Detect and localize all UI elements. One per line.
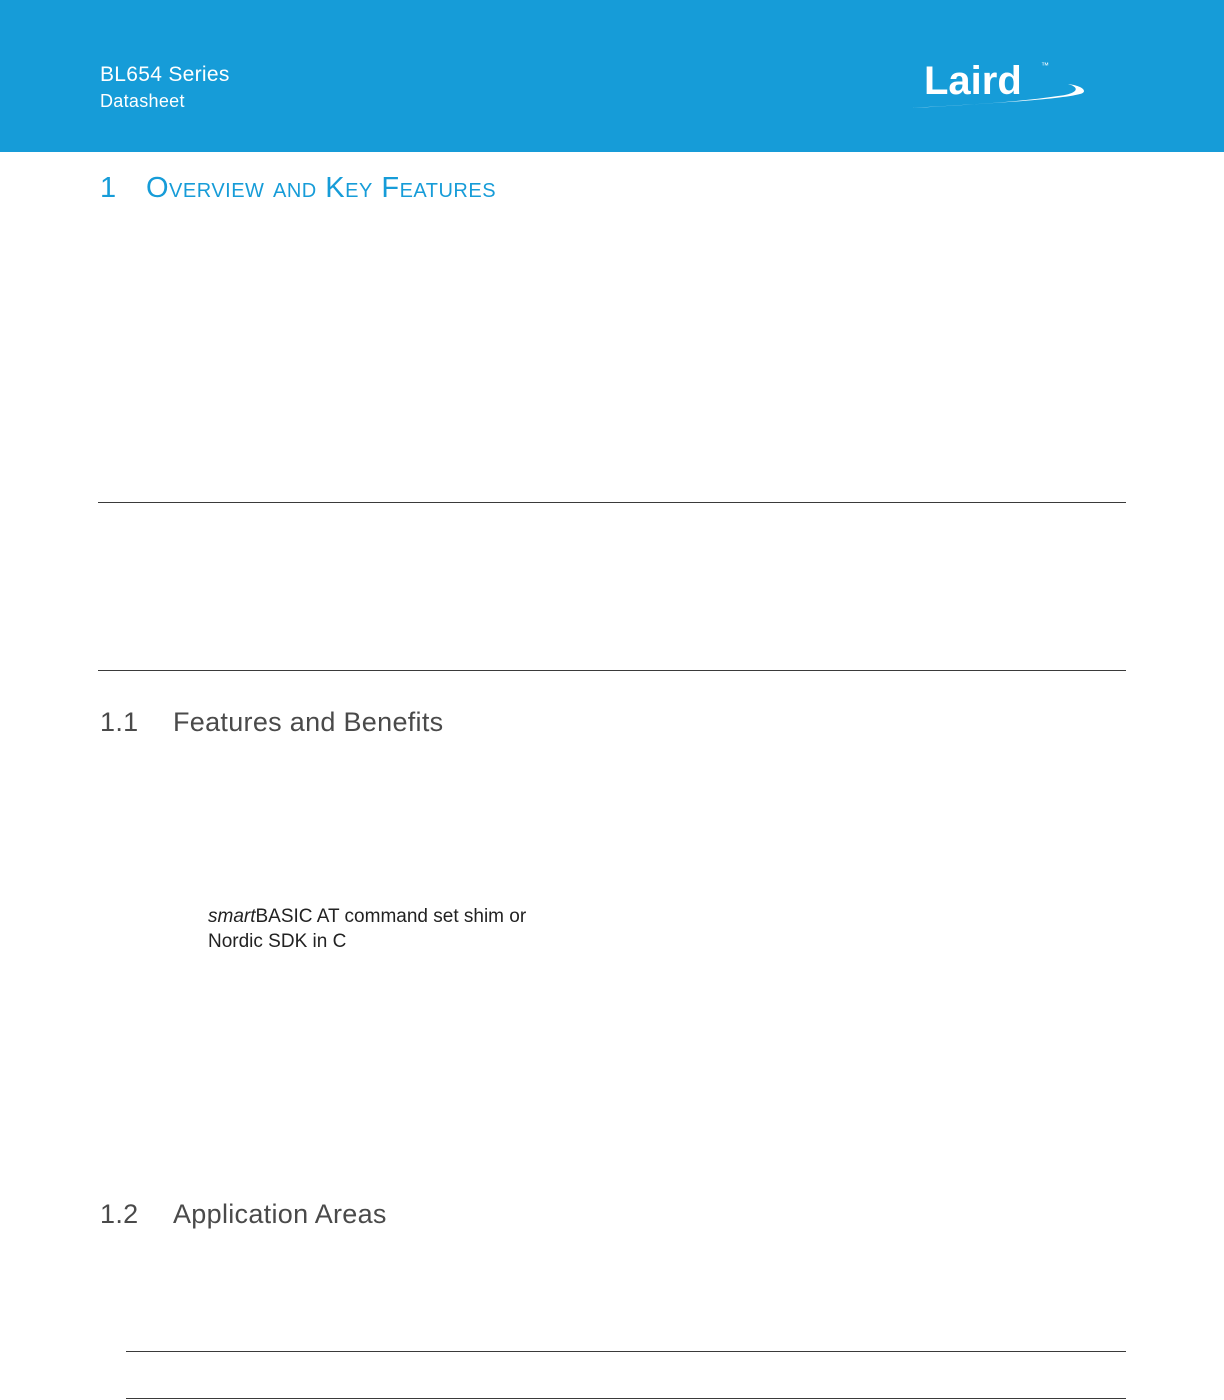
svg-text:Laird: Laird [924, 59, 1022, 103]
table-divider-bottom [98, 670, 1126, 671]
subsection-title: Features and Benefits [173, 707, 444, 737]
document-series-title: BL654 Series [100, 63, 230, 86]
feature-line2-text: Nordic SDK in C [208, 931, 347, 952]
subsection-number: 1.2 [100, 1199, 139, 1229]
feature-item-programming-options [208, 904, 526, 954]
subsection-number: 1.1 [100, 707, 139, 737]
application-table-divider-top [126, 1351, 1126, 1352]
subsection-title: Application Areas [173, 1199, 387, 1229]
svg-text:™: ™ [1041, 61, 1049, 70]
table-divider-top [98, 502, 1126, 503]
feature-italic-prefix: smart [208, 906, 256, 927]
subsection-heading-features [100, 707, 443, 738]
application-table-divider-bottom [126, 1398, 1126, 1399]
feature-line1-text: BASIC AT command set shim or [255, 906, 527, 927]
header-banner [0, 0, 1224, 152]
section-heading-overview [100, 172, 496, 205]
subsection-heading-applications [100, 1199, 387, 1230]
section-title-text: Overview and Key Features [146, 172, 497, 204]
document-type-label: Datasheet [100, 91, 185, 111]
section-number: 1 [100, 172, 117, 204]
laird-logo [908, 56, 1100, 116]
